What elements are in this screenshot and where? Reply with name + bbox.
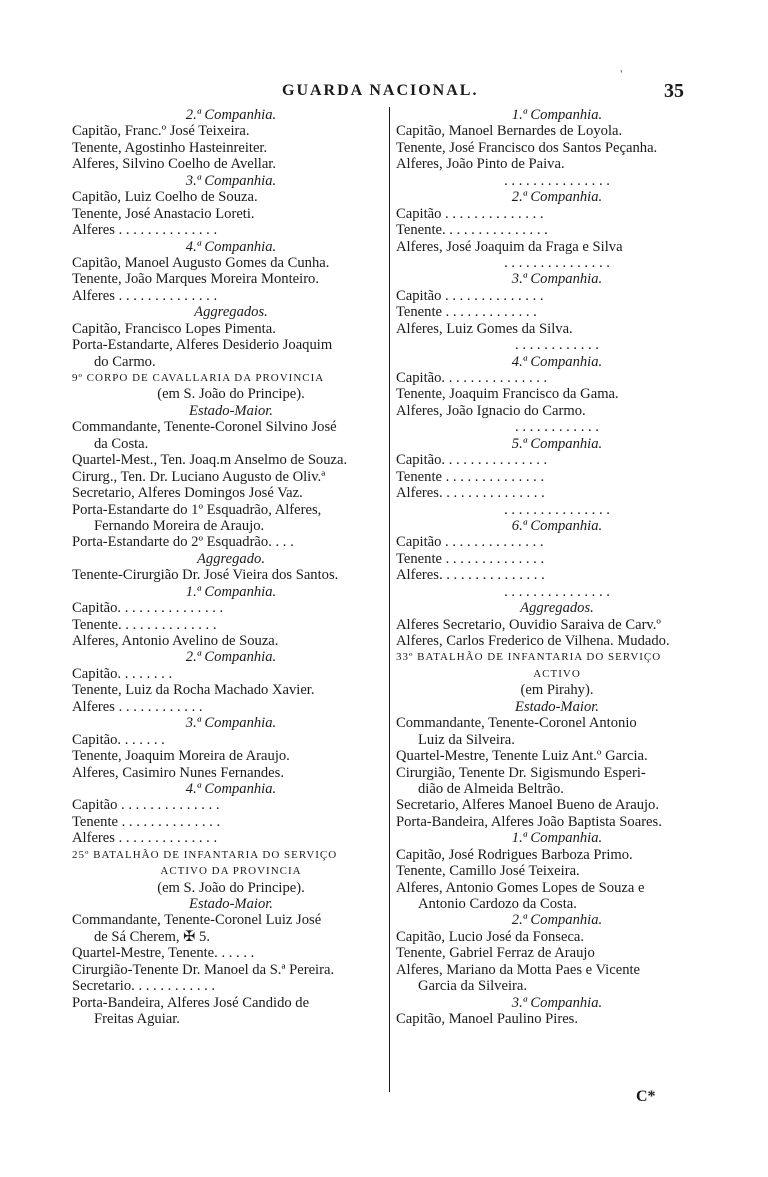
right-column-line: ACTIVO [533,667,581,680]
left-column-line: da Costa. [94,435,149,452]
left-column-line: 4.ª Companhia. [185,780,277,797]
left-column-line: Porta-Estandarte do 1º Esquadrão, Alferes, [72,501,322,518]
right-column-line: Antonio Cardozo da Costa. [418,896,577,912]
right-column-line: Capitão, Manoel Paulino Pires. [396,1011,578,1028]
right-column-line: Tenente . . . . . . . . . . . . . . [396,550,545,567]
left-column-line: Tenente. . . . . . . . . . . . . . [72,616,217,633]
right-column-line: Capitão . . . . . . . . . . . . . . [396,287,544,304]
left-column-line: Capitão, Manoel Augusto Gomes da Cunha. [72,254,330,271]
left-column-line: (em S. João do Principe). [157,879,305,896]
right-column-line: Cirurgião, Tenente Dr. Sigismundo Esperi- [396,764,646,781]
left-column-line: Porta-Estandarte do 2º Esquadrão. . . . [72,534,294,551]
left-column-line: Aggregados. [194,304,268,321]
left-column-line: Tenente, Agostinho Hasteinreiter. [72,139,268,156]
right-column-line: . . . . . . . . . . . . [515,419,599,436]
left-column-line: Freitas Aguiar. [94,1011,180,1028]
left-column-line: Capitão. . . . . . . . . . . . . . . [72,600,224,617]
left-column-line: Aggregado. [197,550,265,567]
right-column-line: Commandante, Tenente-Coronel Antonio [396,715,637,732]
right-column-line: Alferes, Antonio Gomes Lopes de Souza e [396,879,645,896]
left-column-line: Capitão, Francisco Lopes Pimenta. [72,320,276,337]
page-number: 35 [664,80,684,102]
right-column-line: Capitão . . . . . . . . . . . . . . [396,205,544,222]
left-column-line: ACTIVO DA PROVINCIA [160,865,302,878]
right-column-line: (em Pirahy). [520,682,594,699]
right-column-line: 1.ª Companhia. [511,830,603,847]
right-column-line: Tenente, Joaquim Francisco da Gama. [396,386,619,403]
left-column-line: Secretario. . . . . . . . . . . . [72,978,216,995]
right-column-line: . . . . . . . . . . . . [515,337,599,354]
left-column-line: Capitão . . . . . . . . . . . . . . [72,797,220,814]
left-column-line: Porta-Estandarte, Alferes Desiderio Joaquim [72,337,333,354]
right-column-line: Capitão, Manoel Bernardes de Loyola. [396,123,623,140]
right-column-line: Alferes, Carlos Frederico de Vilhena. Mudado. [396,633,670,649]
left-column-line: Capitão, Luiz Coelho de Souza. [72,189,258,206]
left-column-line: 25º BATALHÃO DE INFANTARIA DO SERVIÇO [72,848,338,861]
left-column-line: Alferes . . . . . . . . . . . . [72,698,203,715]
right-column-line: Tenente, Camillo José Teixeira. [396,863,580,880]
right-column-line: Secretario, Alferes Manoel Bueno de Araujo. [396,797,660,814]
left-column-line: Capitão, Franc.º José Teixeira. [72,123,250,140]
left-column-line: Tenente, Luiz da Rocha Machado Xavier. [72,682,315,699]
right-column-line: Capitão, José Rodrigues Barboza Primo. [396,846,633,863]
running-title: GUARDA NACIONAL. [282,82,479,99]
left-column-line: de Sá Cherem, ✠ 5. [94,928,210,945]
left-column-line: 4.ª Companhia. [185,238,277,255]
right-column-line: . . . . . . . . . . . . . . . [504,172,610,189]
left-column-line: Capitão. . . . . . . . [72,665,173,682]
right-column-line: Alferes. . . . . . . . . . . . . . . [396,567,545,584]
left-column-line: 9º CORPO DE CAVALLARIA DA PROVINCIA [72,372,325,384]
right-column-line: Alferes Secretario, Ouvidio Saraiva de Carv.º [396,616,661,633]
left-column-line: Secretario, Alferes Domingos José Vaz. [72,485,303,502]
left-column-line: Estado-Maior. [189,402,273,419]
left-column-line: Cirurgião-Tenente Dr. Manoel da S.ª Pereira. [72,961,335,978]
right-column-line: Capitão . . . . . . . . . . . . . . [396,534,544,551]
right-column-line: Quartel-Mestre, Tenente Luiz Ant.º Garcia. [396,748,648,765]
right-column-line: Tenente, Gabriel Ferraz de Araujo [396,945,595,962]
right-column-line: Tenente, José Francisco dos Santos Peçanha. [396,139,658,156]
right-column [396,107,718,1028]
right-column-line: Tenente. . . . . . . . . . . . . . . [396,222,548,239]
left-column-line: (em S. João do Principe). [157,386,305,403]
left-column-line: Porta-Bandeira, Alferes José Candido de [72,994,310,1011]
left-column-line: Estado-Maior. [189,896,273,912]
right-column-line: 1.ª Companhia. [511,107,603,123]
left-column-line: Capitão. . . . . . . [72,731,165,748]
left-column-line: 2.ª Companhia. [185,649,277,666]
right-column-line: 33º BATALHÃO DE INFANTARIA DO SERVIÇO [396,651,662,664]
left-column-line: Tenente, José Anastacio Loreti. [72,205,255,222]
left-column-line: Alferes . . . . . . . . . . . . . . [72,222,218,239]
left-column-line: 3.ª Companhia. [185,172,277,189]
left-column-line: Tenente-Cirurgião Dr. José Vieira dos Santos. [72,567,339,584]
left-column-line: do Carmo. [94,353,156,370]
right-column-line: Aggregados. [520,600,594,617]
left-column-line: Commandante, Tenente-Coronel Silvino José [72,419,337,436]
left-column-line: Alferes, Antonio Avelino de Souza. [72,633,279,649]
left-column-line: Alferes . . . . . . . . . . . . . . [72,830,218,847]
left-column-line: Alferes, Casimiro Nunes Fernandes. [72,764,284,781]
right-column-line: Alferes, Luiz Gomes da Silva. [396,320,573,337]
left-column-line: Quartel-Mestre, Tenente. . . . . . [72,945,255,962]
left-column-line: Tenente, João Marques Moreira Monteiro. [72,271,319,288]
right-column-line: 2.ª Companhia. [511,912,603,929]
right-column-line: Alferes, João Ignacio do Carmo. [396,402,586,419]
signature-mark: C* [636,1088,656,1105]
right-column-line: 6.ª Companhia. [511,517,603,534]
left-column-line: Tenente . . . . . . . . . . . . . . [72,813,221,830]
left-column-line: 3.ª Companhia. [185,715,277,732]
left-column [72,107,390,1028]
right-column-line: Capitão. . . . . . . . . . . . . . . [396,452,548,469]
margin-mark: ' [620,70,623,80]
right-column-line: Alferes, João Pinto de Paiva. [396,156,565,173]
right-column-line: Porta-Bandeira, Alferes João Baptista Soares. [396,813,662,830]
page-header [0,70,768,106]
left-column-line: Tenente, Joaquim Moreira de Araujo. [72,748,290,765]
right-column-line: 2.ª Companhia. [511,189,603,206]
right-column-line: . . . . . . . . . . . . . . . [504,254,610,271]
right-column-line: Alferes. . . . . . . . . . . . . . . [396,485,545,502]
right-column-line: Capitão. . . . . . . . . . . . . . . [396,370,548,386]
right-column-line: dião de Almeida Beltrão. [418,780,564,797]
right-column-line: 3.ª Companhia. [511,271,603,288]
right-column-line: Alferes, Mariano da Motta Paes e Vicente [396,961,641,978]
left-column-line: Commandante, Tenente-Coronel Luiz José [72,912,322,929]
column-divider [389,107,390,1092]
left-column-line: 1.ª Companhia. [185,583,277,600]
right-column-line: Alferes, José Joaquim da Fraga e Silva [396,238,623,255]
right-column-line: 5.ª Companhia. [511,435,603,452]
right-column-line: Capitão, Lucio José da Fonseca. [396,928,585,945]
right-column-line: . . . . . . . . . . . . . . . [504,501,610,518]
right-column-line: Luiz da Silveira. [418,731,515,748]
left-column-line: Alferes . . . . . . . . . . . . . . [72,287,218,304]
left-column-line: Quartel-Mest., Ten. Joaq.m Anselmo de Souza. [72,452,348,469]
right-column-line: . . . . . . . . . . . . . . . [504,583,610,600]
left-column-line: 2.ª Companhia. [185,107,277,123]
right-column-line: Garcia da Silveira. [418,978,527,995]
left-column-line: Fernando Moreira de Araujo. [94,517,265,534]
right-column-line: 3.ª Companhia. [511,994,603,1011]
right-column-line: Tenente . . . . . . . . . . . . . . [396,468,545,485]
right-column-line: Tenente . . . . . . . . . . . . . [396,304,537,321]
left-column-line: Cirurg., Ten. Dr. Luciano Augusto de Oliv.ª [72,468,326,485]
right-column-line: 4.ª Companhia. [511,353,603,370]
right-column-line: Estado-Maior. [515,698,599,715]
left-column-line: Alferes, Silvino Coelho de Avellar. [72,156,277,173]
